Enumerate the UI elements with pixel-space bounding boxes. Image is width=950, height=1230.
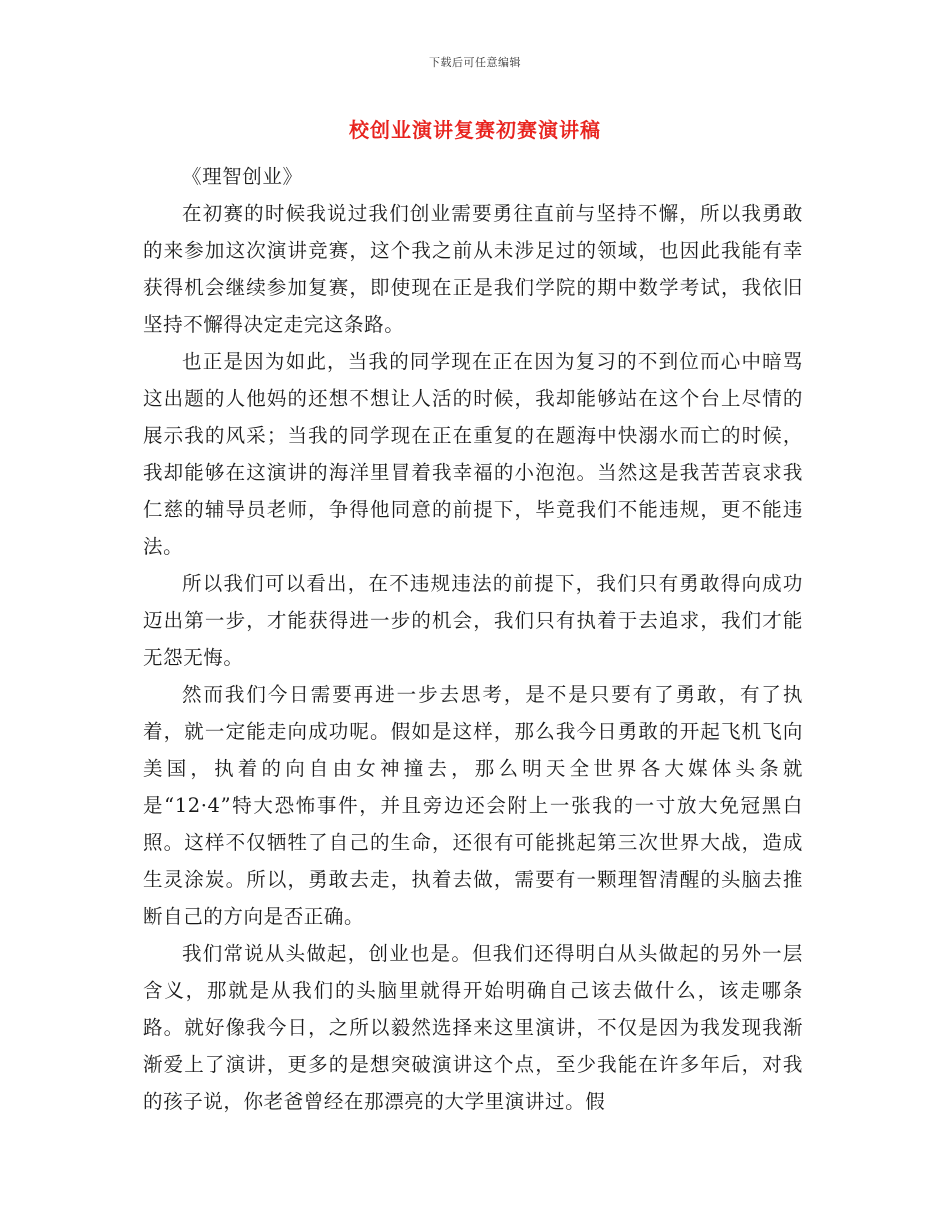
- document-title: 校创业演讲复赛初赛演讲稿: [349, 118, 601, 142]
- paragraph-4: 然而我们今日需要再进一步去思考，是不是只要有了勇敢，有了执着，就一定能走向成功呢。假如是这样，那么我今日勇敢的开起飞机飞向美国，执着的向自由女神撞去，那么明天全世界各大媒体头条就是“12·4”特大恐怖事件，并且旁边还会附上一张我的一寸放大免冠黑白照。这样不仅牺牲了自己的生命，还很有可能挑起第三次世界大战，造成生灵涂炭。所以，勇敢去走，执着去做，需要有一颗理智清醒的头脑去推断自己的方向是否正确。: [143, 683, 803, 928]
- header-note: 下载后可任意编辑: [429, 56, 521, 69]
- paragraph-3: 所以我们可以看出，在不违规违法的前提下，我们只有勇敢得向成功迈出第一步，才能获得进一步的机会，我们只有执着于去追求，我们才能无怨无悔。: [143, 572, 803, 669]
- document-body: [143, 158, 803, 1120]
- document-subtitle: 《理智创业》: [182, 165, 303, 188]
- paragraph-2: 也正是因为如此，当我的同学现在正在因为复习的不到位而心中暗骂这出题的人他妈的还想不想让人活的时候，我却能够站在这个台上尽情的展示我的风采；当我的同学现在正在重复的在题海中快溺水而亡的时候，我却能够在这演讲的海洋里冒着我幸福的小泡泡。当然这是我苦苦哀求我仁慈的辅导员老师，争得他同意的前提下，毕竟我们不能违规，更不能违法。: [143, 350, 803, 558]
- paragraph-5: 我们常说从头做起，创业也是。但我们还得明白从头做起的另外一层含义，那就是从我们的头脑里就得开始明确自己该去做什么，该走哪条路。就好像我今日，之所以毅然选择来这里演讲，不仅是因为我发现我渐渐爱上了演讲，更多的是想突破演讲这个点，至少我能在许多年后，对我的孩子说，你老爸曾经在那漂亮的大学里演讲过。假: [143, 942, 803, 1113]
- paragraph-1: 在初赛的时候我说过我们创业需要勇往直前与坚持不懈，所以我勇敢的来参加这次演讲竞赛，这个我之前从未涉足过的领域，也因此我能有幸获得机会继续参加复赛，即使现在正是我们学院的期中数学考试，我依旧坚持不懈得决定走完这条路。: [143, 202, 803, 336]
